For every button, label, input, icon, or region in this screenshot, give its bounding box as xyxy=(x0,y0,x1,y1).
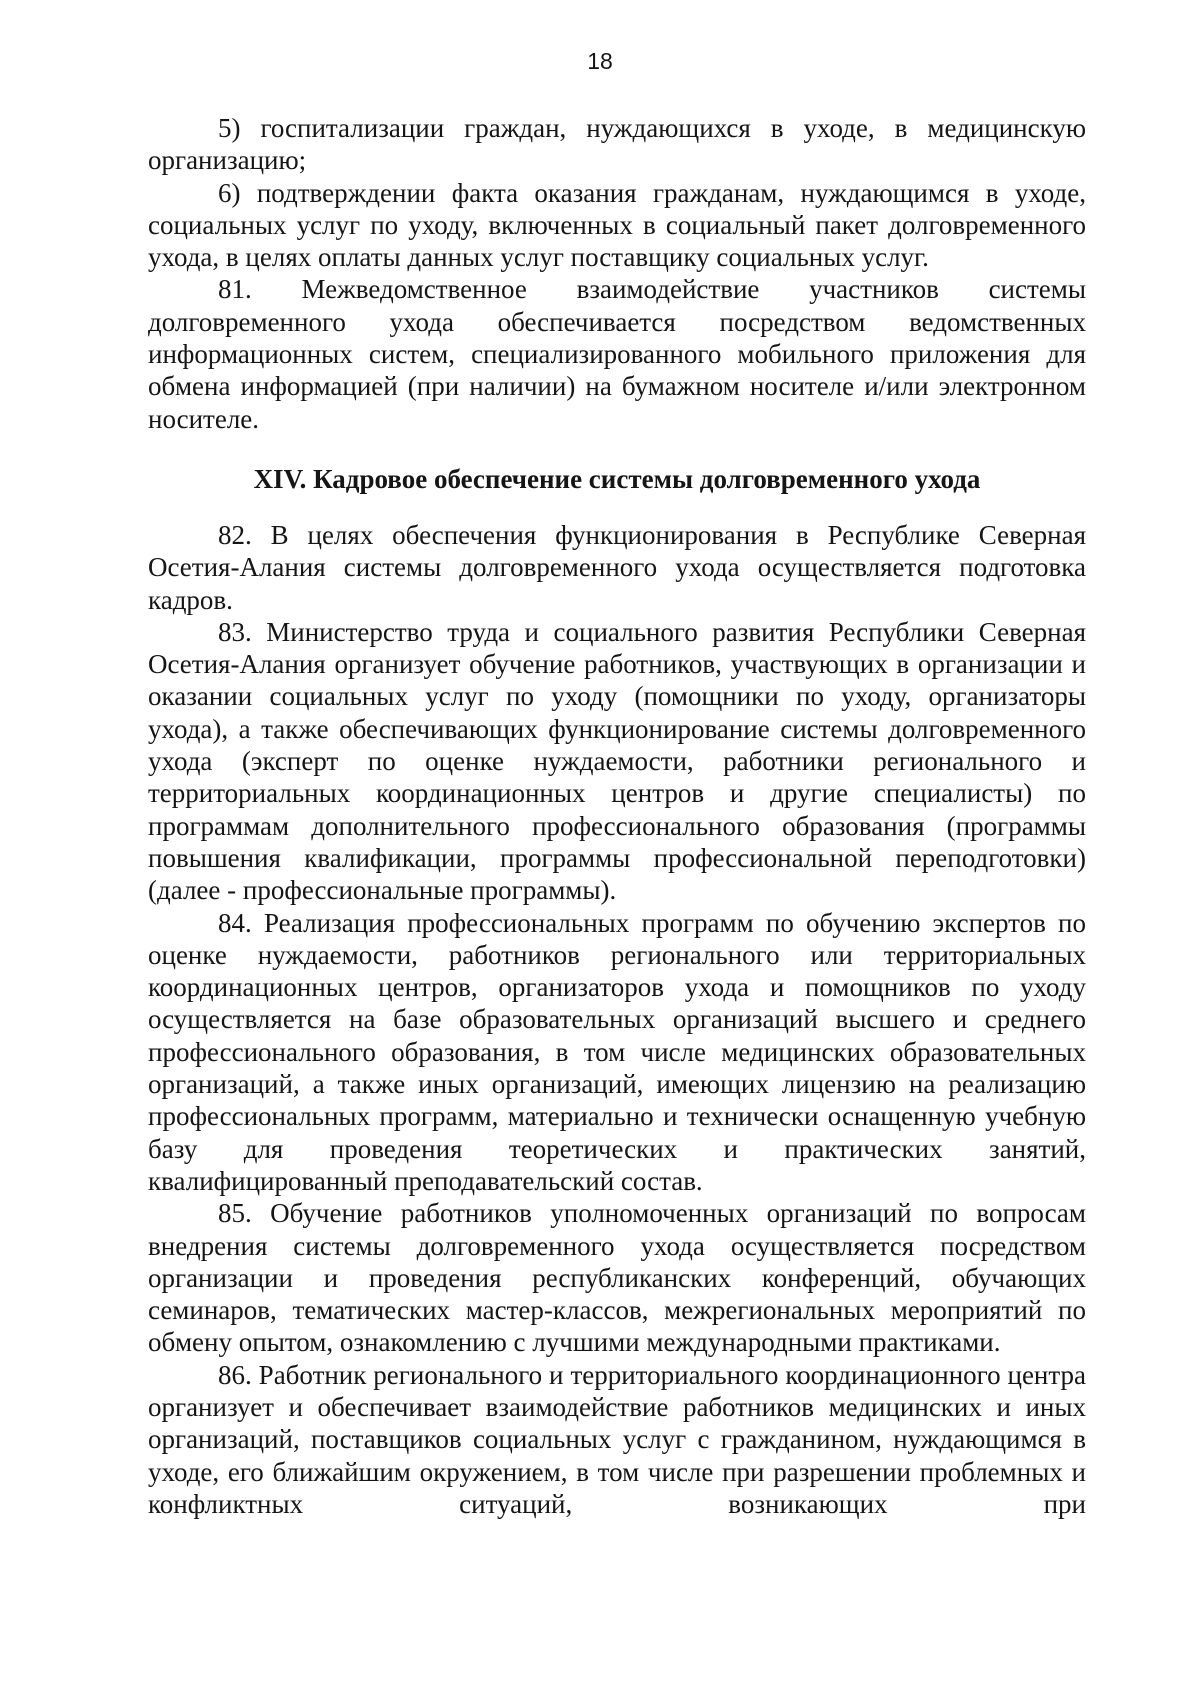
paragraph-85: 85. Обучение работников уполномоченных организаций по вопросам внедрения системы долговременного ухода осуществляется посредством организации и проведения республиканских конференций, обучающих семинаров, тематических мастер-классов, межрегиональных мероприятий по обмену опытом, ознакомлению с лучшими международными практиками. xyxy=(148,1198,1086,1358)
paragraph-81: 81. Межведомственное взаимодействие участников системы долговременного ухода обеспечивается посредством ведомственных информационных систем, специализированного мобильного приложения для обмена информацией (при наличии) на бумажном носителе и/или электронном носителе. xyxy=(148,274,1086,434)
paragraph-86: 86. Работник регионального и территориального координационного центра организует и обеспечивает взаимодействие работников медицинских и иных организаций, поставщиков социальных услуг с гражданином, нуждающимся в уходе, его ближайшим окружением, в том числе при разрешении проблемных и конфликтных ситуаций, возникающих при xyxy=(148,1359,1086,1519)
paragraph-item-5: 5) госпитализации граждан, нуждающихся в уходе, в медицинскую организацию; xyxy=(148,113,1086,176)
paragraph-item-6: 6) подтверждении факта оказания гражданам, нуждающимся в уходе, социальных услуг по уходу, включенных в социальный пакет долговременного ухода, в целях оплаты данных услуг поставщику социальных услуг. xyxy=(148,177,1086,273)
document-body xyxy=(148,112,1086,1520)
page-number: 18 xyxy=(587,48,613,74)
paragraph-84: 84. Реализация профессиональных программ по обучению экспертов по оценке нуждаемости, работников регионального или территориальных координационных центров, организаторов ухода и помощников по уходу осуществляется на базе образовательных организаций высшего и среднего профессионального образования, в том числе медицинских образовательных организаций, а также иных организаций, имеющих лицензию на реализацию профессиональных программ, материально и технически оснащенную учебную базу для проведения теоретических и практических занятий, квалифицированный преподавательский состав. xyxy=(148,907,1086,1196)
paragraph-83: 83. Министерство труда и социального развития Республики Северная Осетия-Алания организует обучение работников, участвующих в организации и оказании социальных услуг по уходу (помощники по уходу, организаторы ухода), а также обеспечивающих функционирование системы долговременного ухода (эксперт по оценке нуждаемости, работники регионального и территориальных координационных центров и другие специалисты) по программам дополнительного профессионального образования (программы повышения квалификации, программы профессиональной переподготовки) (далее - профессиональные программы). xyxy=(148,616,1086,906)
paragraph-82: 82. В целях обеспечения функционирования в Республике Северная Осетия-Алания системы долговременного ухода осуществляется подготовка кадров. xyxy=(148,519,1086,615)
section-heading: XIV. Кадровое обеспечение системы долговременного ухода xyxy=(253,463,981,494)
